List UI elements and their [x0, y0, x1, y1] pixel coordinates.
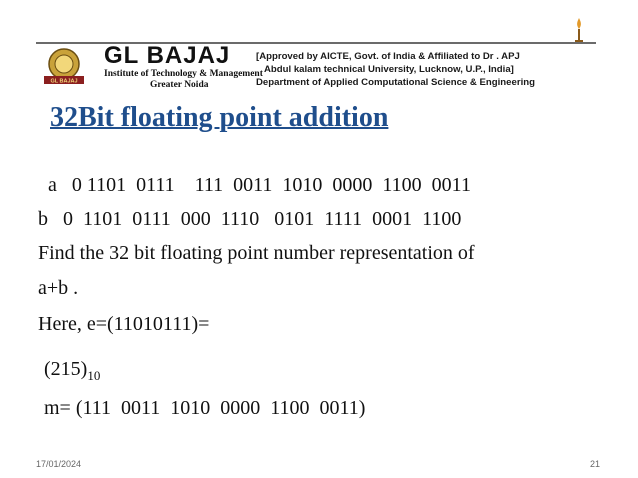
brand-subtitle: Institute of Technology & Management — [104, 69, 263, 79]
approval-line: [Approved by AICTE, Govt. of India & Affiliated to Dr . APJ — [256, 51, 520, 62]
operand-a-line: a 0 1101 0111 111 0011 1010 0000 1100 0011 — [48, 174, 471, 196]
department-line: Department of Applied Computational Science & Engineering — [256, 77, 535, 88]
approval-line: Abdul kalam technical University, Lucknow, U.P., India] — [264, 64, 514, 75]
question-line: Find the 32 bit floating point number representation of — [38, 242, 475, 264]
slide-title: 32Bit floating point addition — [50, 102, 389, 133]
exponent-line: Here, e=(11010111)= — [38, 313, 210, 335]
brand-location: Greater Noida — [150, 80, 209, 90]
page-number: 21 — [590, 459, 601, 469]
exponent-decimal-value: (215) — [44, 358, 88, 380]
footer-date: 17/01/2024 — [36, 459, 82, 469]
exponent-decimal-line — [44, 358, 100, 384]
institute-logo-icon — [38, 46, 90, 86]
approval-statement — [256, 50, 586, 89]
operand-b-line: b 0 1101 0111 000 1110 0101 1111 0001 1100 — [38, 208, 462, 230]
logo-lettering: GL BAJAJ — [50, 78, 78, 85]
lamp-icon — [572, 16, 586, 44]
mantissa-line: m= (111 0011 1010 0000 1100 0011) — [44, 397, 366, 419]
question-line-continued: a+b . — [38, 277, 79, 299]
base-subscript: 10 — [87, 368, 101, 383]
brand-name: GL BAJAJ — [104, 42, 231, 69]
